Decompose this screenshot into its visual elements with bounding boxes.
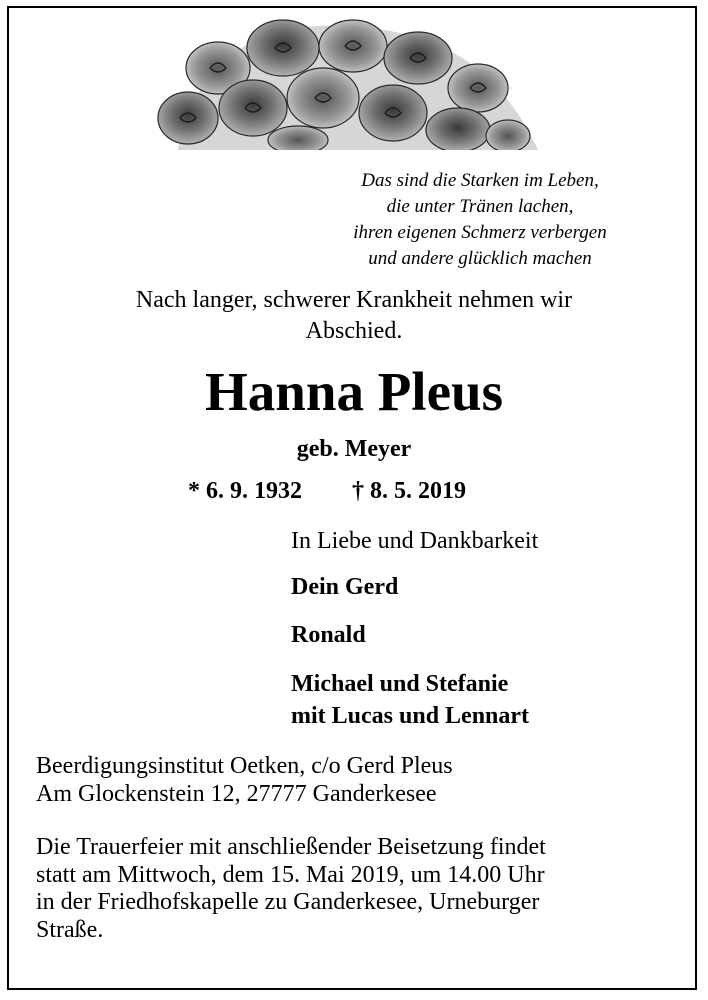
intro-text bbox=[60, 285, 648, 347]
roses-image bbox=[148, 18, 538, 150]
service-line: in der Friedhofskapelle zu Ganderkesee, Urneburger bbox=[36, 889, 540, 915]
poem-line: Das sind die Starken im Leben, bbox=[361, 170, 599, 191]
death-date: † 8. 5. 2019 bbox=[352, 478, 466, 504]
service-line: Die Trauerfeier mit anschließender Beisetzung findet bbox=[36, 834, 546, 860]
poem-line: ihren eigenen Schmerz verbergen bbox=[353, 222, 607, 243]
service-line: statt am Mittwoch, dem 15. Mai 2019, um 14.00 Uhr bbox=[36, 861, 545, 888]
poem-line: die unter Tränen lachen, bbox=[386, 196, 574, 217]
mourner-name: Dein Gerd bbox=[291, 574, 399, 600]
intro-line: Abschied. bbox=[305, 318, 403, 344]
maiden-name: geb. Meyer bbox=[296, 436, 412, 462]
mourner-name: Michael und Stefanie bbox=[291, 671, 509, 697]
address-line: Am Glockenstein 12, 27777 Ganderkesee bbox=[36, 781, 437, 807]
deceased-name: Hanna Pleus bbox=[205, 361, 503, 422]
poem bbox=[320, 168, 640, 272]
poem-line: und andere glücklich machen bbox=[368, 248, 592, 269]
address-line: Beerdigungsinstitut Oetken, c/o Gerd Pleus bbox=[36, 753, 453, 779]
intro-line: Nach langer, schwerer Krankheit nehmen wir bbox=[135, 287, 573, 313]
mourner-name: Ronald bbox=[291, 622, 366, 648]
mourners-intro: In Liebe und Dankbarkeit bbox=[291, 528, 539, 554]
service-line: Straße. bbox=[36, 916, 104, 943]
mourner-name: mit Lucas und Lennart bbox=[291, 703, 530, 729]
service-info bbox=[36, 834, 546, 944]
address-block bbox=[36, 752, 453, 808]
birth-date: * 6. 9. 1932 bbox=[188, 478, 302, 504]
